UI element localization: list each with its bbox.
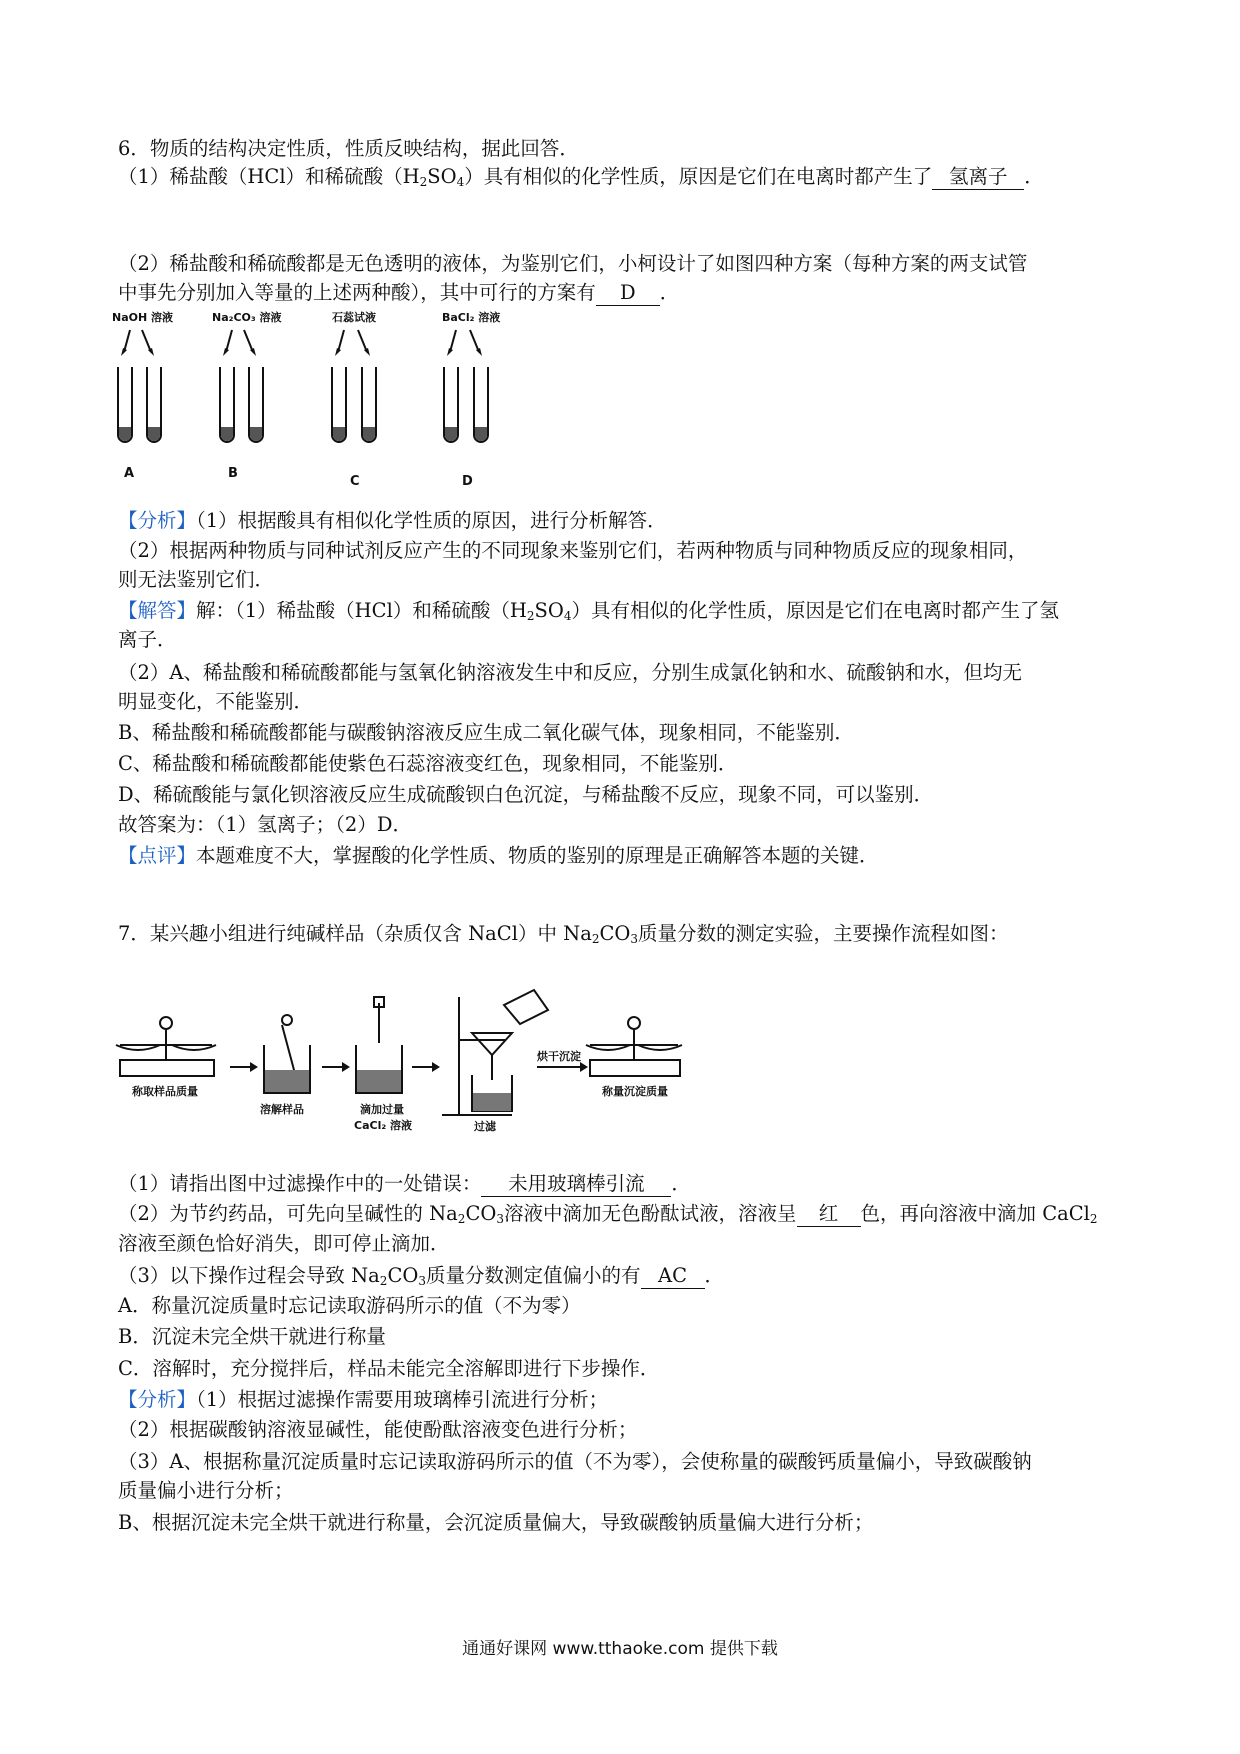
flow-label-weigh-sample: 称取样品质量	[132, 1085, 198, 1098]
q7-answer-1: 未用玻璃棒引流	[481, 1172, 671, 1197]
q7-option-c: C．溶解时，充分搅拌后，样品未能完全溶解即进行下步操作．	[118, 1357, 660, 1380]
q6-analysis-2a: （2）根据两种物质与同种试剂反应产生的不同现象来鉴别它们，若两种物质与同种物质反应的现象相同，	[118, 539, 1028, 562]
q7-analysis-1: 【分析】（1）根据过滤操作需要用玻璃棒引流进行分析；	[118, 1388, 609, 1411]
q7-analysis-3a: （3）A、根据称量沉淀质量时忘记读取游码所示的值（不为零），会使称量的碳酸钙质量偏小，导致碳酸钠	[118, 1450, 1032, 1473]
q6-part1: （1）稀盐酸（HCl）和稀硫酸$(H_2SO_4)$具有相似的化学性质，原因是它们在电离时都产生了 氢离子 ．	[118, 165, 1044, 189]
flow-label-dissolve: 溶解样品	[260, 1103, 304, 1116]
q7-option-b: B．沉淀未完全烘干就进行称量	[118, 1325, 386, 1348]
q6-solution-c: C、稀盐酸和稀硫酸都能使紫色石蕊溶液变红色，现象相同，不能鉴别．	[118, 752, 738, 775]
comment-tag: 【点评】	[118, 844, 197, 867]
figure-letter-a: A	[124, 466, 135, 481]
q7-analysis-3b: 质量偏小进行分析；	[118, 1479, 294, 1502]
q7-part3: （3）以下操作过程会导致 $Na_2CO_3$质量分数测定值偏小的有 AC ．	[118, 1264, 725, 1288]
analysis-tag: 【分析】	[118, 509, 197, 532]
q7-answer-2: 红	[797, 1202, 861, 1227]
figure-label-naoh: NaOH 溶液	[112, 311, 174, 324]
flow-label-dry-precipitate: 烘干沉淀	[537, 1050, 581, 1063]
q6-part2-line1: （2）稀盐酸和稀硫酸都是无色透明的液体，为鉴别它们，小柯设计了如图四种方案（每种方案的两支试管	[118, 252, 1028, 275]
q6-solution-d: D、稀硫酸能与氯化钡溶液反应生成硫酸钡白色沉淀，与稀盐酸不反应，现象不同，可以鉴别．	[118, 783, 934, 806]
test-tube-figure	[112, 305, 562, 490]
page-footer: 通通好课网 www.tthaoke.com 提供下载	[462, 1639, 778, 1659]
flow-label-filter: 过滤	[474, 1120, 496, 1133]
figure-label-na2co3: Na₂CO₃ 溶液	[212, 311, 282, 324]
q6-analysis-2b: 则无法鉴别它们．	[118, 568, 275, 591]
q7-part2-line2: 溶液至颜色恰好消失，即可停止滴加．	[118, 1232, 450, 1255]
q6-part2-line2: 中事先分别加入等量的上述两种酸），其中可行的方案有 D ．	[118, 281, 680, 304]
q6-solution-1b: 离子．	[118, 628, 177, 651]
q7-answer-3: AC	[641, 1264, 705, 1289]
q6-solution-2a: （2）A、稀盐酸和稀硫酸都能与氢氧化钠溶液发生中和反应，分别生成氯化钠和水、硫酸钠和水，但均无	[118, 661, 1022, 684]
q6-stem: 6．物质的结构决定性质，性质反映结构，据此回答．	[118, 137, 579, 160]
figure-letter-d: D	[462, 474, 473, 489]
q6-solution-2b: 明显变化，不能鉴别．	[118, 690, 314, 713]
flow-label-cacl2: CaCl₂ 溶液	[354, 1119, 412, 1132]
figure-label-litmus: 石蕊试液	[332, 311, 376, 324]
q6-answer-1: 氢离子	[932, 165, 1024, 190]
figure-label-bacl2: BaCl₂ 溶液	[442, 311, 501, 324]
q7-part1: （1）请指出图中过滤操作中的一处错误： 未用玻璃棒引流 ．	[118, 1172, 691, 1195]
q6-analysis-1: 【分析】（1）根据酸具有相似化学性质的原因，进行分析解答．	[118, 509, 667, 532]
q6-solution-1a: 【解答】解：（1）稀盐酸（HCl）和稀硫酸$(H_2SO_4)$具有相似的化学性质，原因是它们在电离时都产生了氢	[118, 599, 1059, 623]
analysis-tag: 【分析】	[118, 1388, 197, 1411]
q6-answer-2: D	[596, 281, 660, 306]
q7-part2-line1: （2）为节约药品，可先向呈碱性的 $Na_2CO_3$溶液中滴加无色酚酞试液，溶液呈 红 色，再向溶液中滴加 CaCl$_2$	[118, 1202, 1098, 1226]
q7-option-a: A．称量沉淀质量时忘记读取游码所示的值（不为零）	[118, 1294, 581, 1317]
figure-letter-c: C	[350, 474, 360, 489]
q6-final-answer: 故答案为：（1）氢离子；（2）D．	[118, 813, 412, 836]
q6-solution-b: B、稀盐酸和稀硫酸都能与碳酸钠溶液反应生成二氧化碳气体，现象相同，不能鉴别．	[118, 721, 854, 744]
solution-tag: 【解答】	[118, 599, 197, 622]
q7-stem: 7．某兴趣小组进行纯碱样品（杂质仅含 NaCl）中 $Na_2CO_3$质量分数的测定实验，主要操作流程如图：	[118, 922, 1009, 946]
q6-comment: 【点评】本题难度不大，掌握酸的化学性质、物质的鉴别的原理是正确解答本题的关键．	[118, 844, 879, 867]
figure-letter-b: B	[228, 466, 238, 481]
q7-analysis-2: （2）根据碳酸钠溶液显碱性，能使酚酞溶液变色进行分析；	[118, 1418, 638, 1441]
flow-label-weigh-precipitate: 称量沉淀质量	[602, 1085, 668, 1098]
experiment-flow-figure	[112, 985, 687, 1145]
flow-label-add-excess: 滴加过量	[360, 1103, 404, 1116]
q7-analysis-3c: B、根据沉淀未完全烘干就进行称量，会沉淀质量偏大，导致碳酸钠质量偏大进行分析；	[118, 1511, 874, 1534]
